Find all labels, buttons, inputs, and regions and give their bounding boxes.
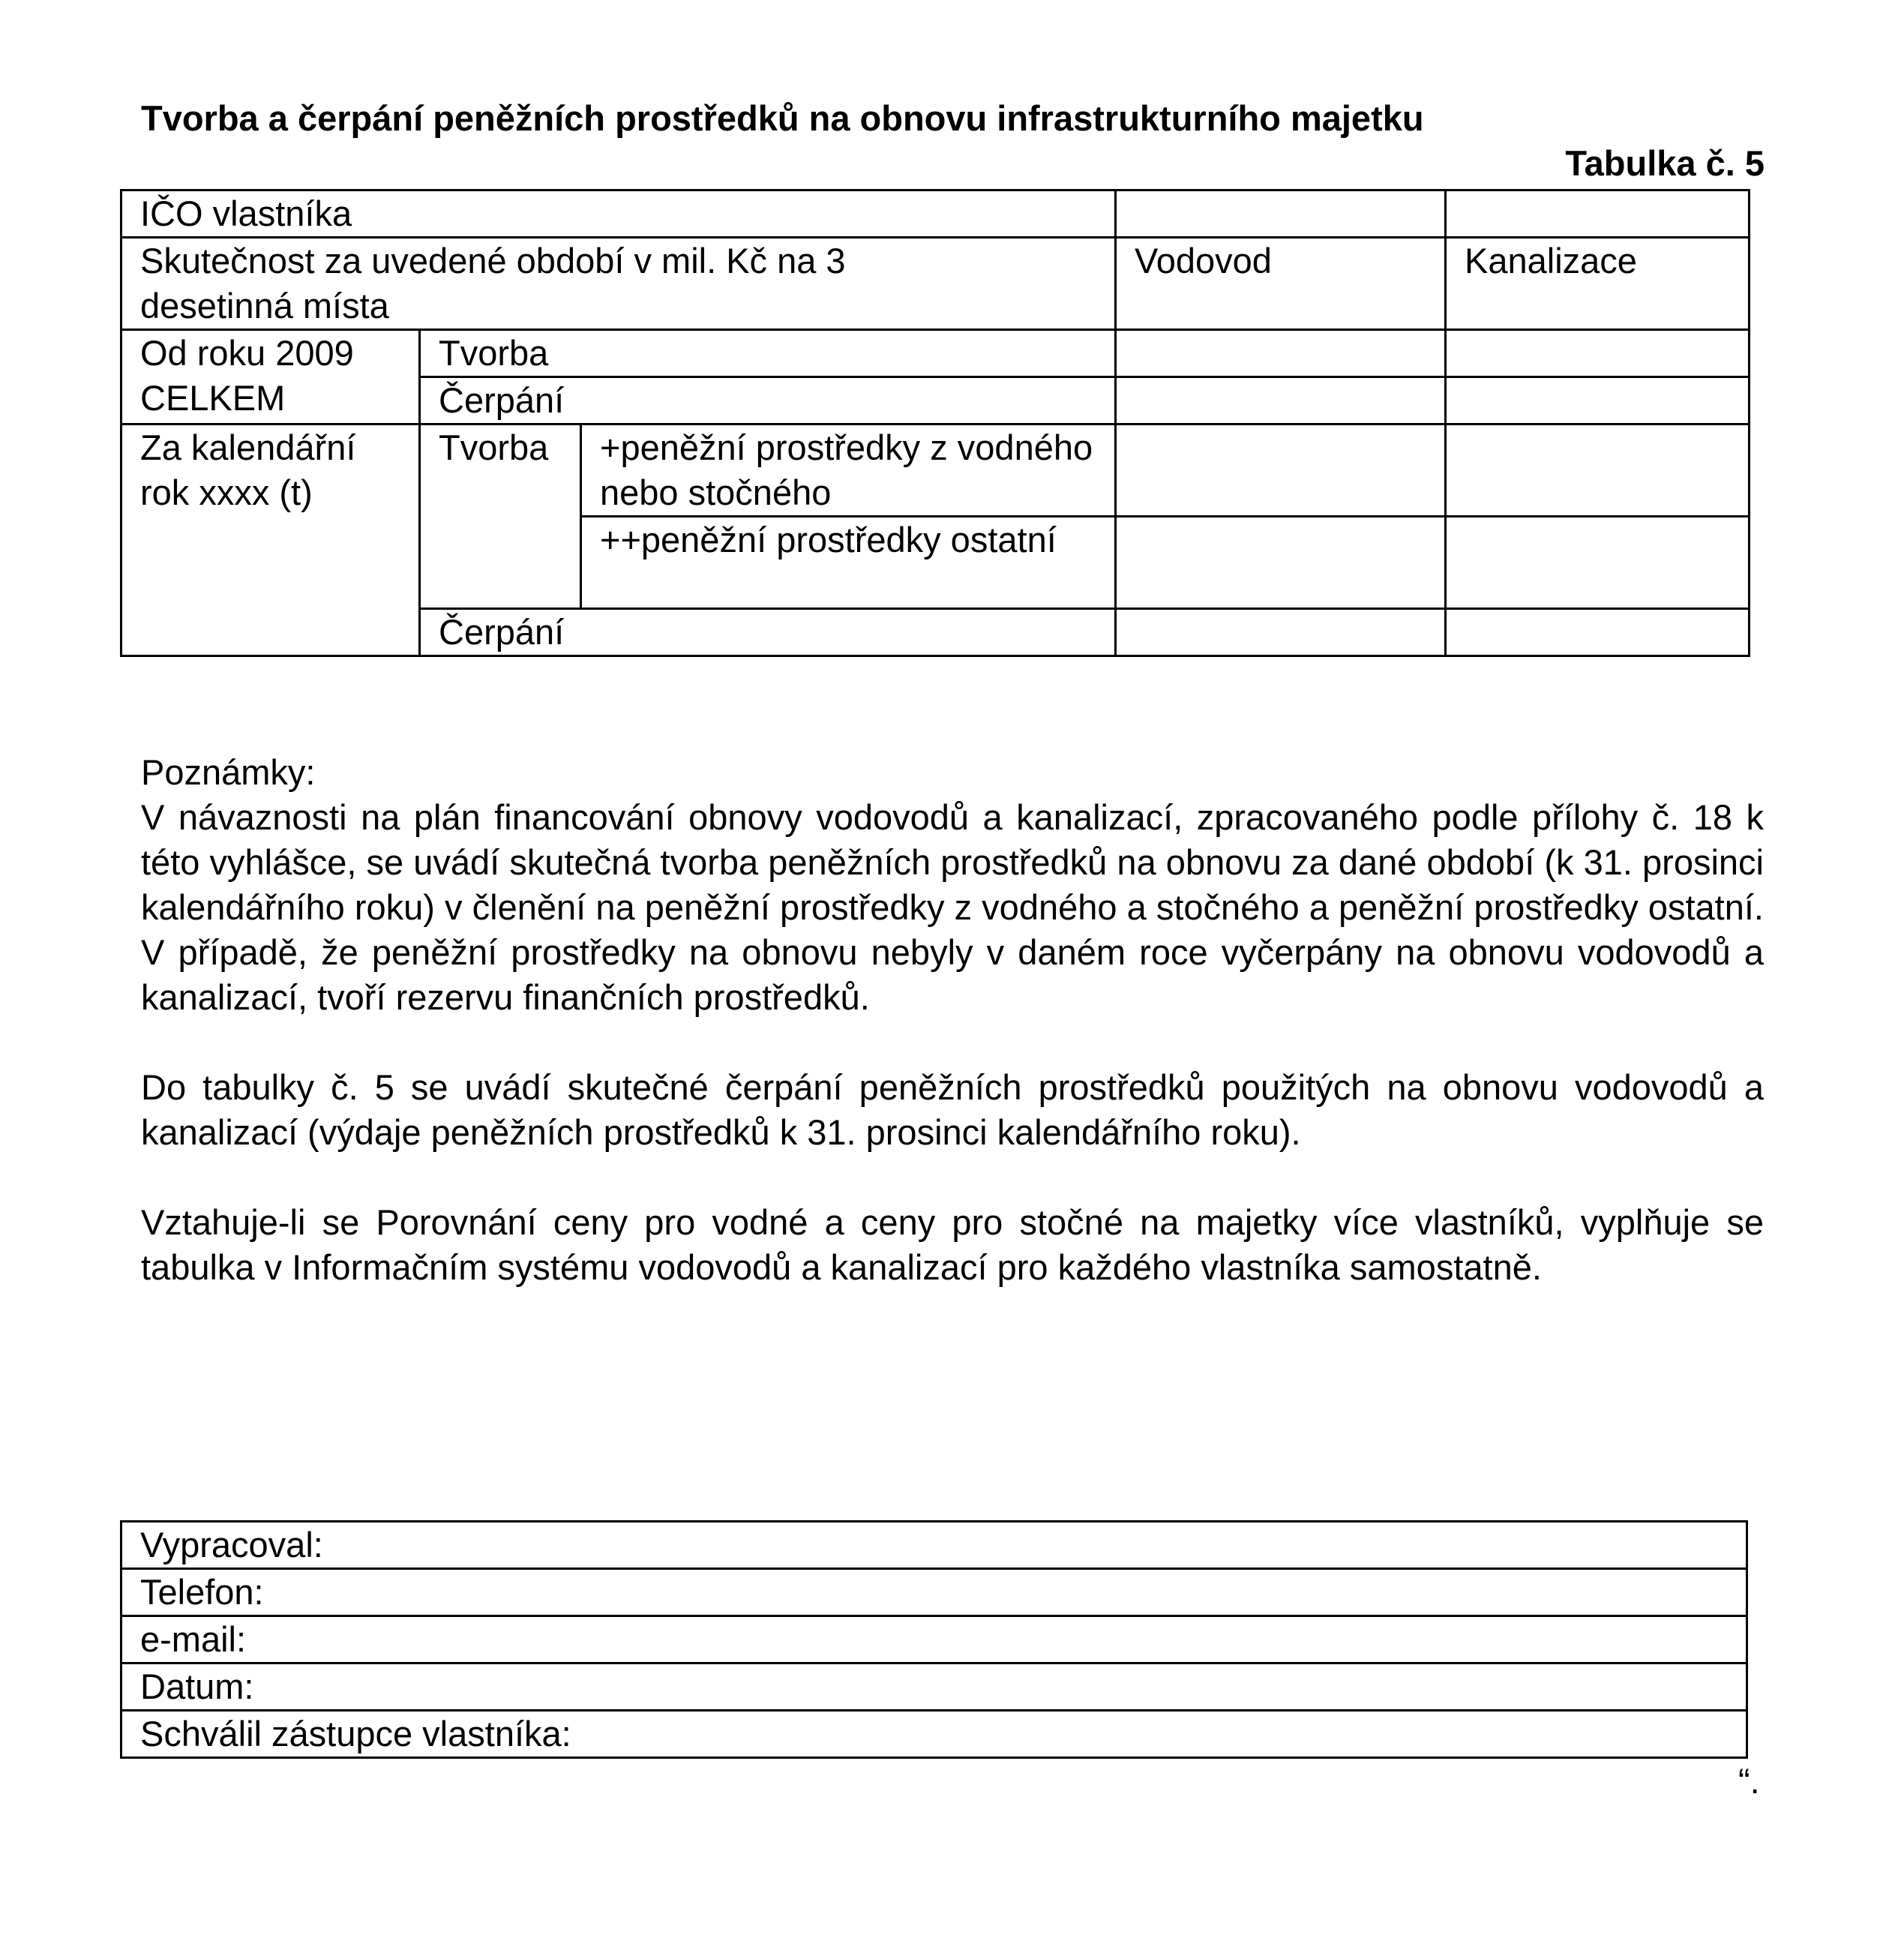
table-row: [121, 1522, 1747, 1569]
since-2009-label: Od roku 2009 CELKEM: [121, 330, 420, 424]
since-drawing-label: Čerpání: [420, 377, 1116, 424]
header-label-cell: Skutečnost za uvedené období v mil. Kč na 3 desetinná místa: [121, 238, 1116, 330]
col-header-sewer: Kanalizace: [1446, 238, 1750, 330]
table-row: [121, 1711, 1747, 1758]
since-creation-sewer-cell[interactable]: [1446, 330, 1750, 377]
signature-table: [120, 1520, 1748, 1759]
notes-paragraph: Do tabulky č. 5 se uvádí skutečné čerpání peněžních prostředků použitých na obnovu vodovodů a kanalizací (výdaje peněžních prostředků k 31. prosinci kalendářního roku).: [141, 1067, 1764, 1152]
col-header-water: Vodovod: [1116, 238, 1446, 330]
year-drawing-label: Čerpání: [420, 609, 1116, 656]
funds-other-sewer-cell[interactable]: [1446, 517, 1750, 609]
closing-quote-mark: “.: [1738, 1761, 1760, 1801]
table-row: [121, 190, 1750, 238]
since-creation-water-cell[interactable]: [1116, 330, 1446, 377]
table-row: [121, 1616, 1747, 1664]
prepared-by-field[interactable]: Vypracoval:: [121, 1522, 1747, 1569]
funds-water-fees-label: +peněžní prostředky z vodného nebo stočného: [581, 424, 1116, 517]
table-row: [121, 330, 1750, 377]
year-drawing-water-cell[interactable]: [1116, 609, 1446, 656]
since-drawing-water-cell[interactable]: [1116, 377, 1446, 424]
year-drawing-sewer-cell[interactable]: [1446, 609, 1750, 656]
funds-water-fees-sewer-cell[interactable]: [1446, 424, 1750, 517]
ico-label-cell: IČO vlastníka: [121, 190, 1116, 238]
funds-other-water-cell[interactable]: [1116, 517, 1446, 609]
phone-field[interactable]: Telefon:: [121, 1569, 1747, 1616]
document-title: Tvorba a čerpání peněžních prostředků na obnovu infrastrukturního majetku: [141, 98, 1424, 138]
notes-paragraph: V návaznosti na plán financování obnovy vodovodů a kanalizací, zpracovaného podle přílohy č. 18 k této vyhlášce, se uvádí skutečná tvorba peněžních prostředků na obnovu za dané období (k 31. prosinci kalendářního roku) v členění na peněžní prostředky z vodného a stočného a peněžní prostředky ostatní. V případě, že peněžní prostředky na obnovu nebyly v daném roce vyčerpány na obnovu vodovodů a kanalizací, tvoří rezervu finančních prostředků.: [141, 797, 1764, 1017]
ico-sewer-cell[interactable]: [1446, 190, 1750, 238]
ico-water-cell[interactable]: [1116, 190, 1446, 238]
table-number: Tabulka č. 5: [1565, 143, 1765, 183]
notes-heading: Poznámky:: [141, 752, 316, 792]
year-label: Za kalendářní rok xxxx (t): [121, 424, 420, 656]
table-row: [121, 238, 1750, 330]
since-creation-label: Tvorba: [420, 330, 1116, 377]
year-creation-label: Tvorba: [420, 424, 581, 609]
notes-section: [141, 750, 1764, 1290]
funds-table: [120, 189, 1750, 657]
funds-water-fees-water-cell[interactable]: [1116, 424, 1446, 517]
since-drawing-sewer-cell[interactable]: [1446, 377, 1750, 424]
funds-other-label: ++peněžní prostředky ostatní: [581, 517, 1116, 609]
approved-by-field[interactable]: Schválil zástupce vlastníka:: [121, 1711, 1747, 1758]
table-row: [121, 1569, 1747, 1616]
table-row: [121, 424, 1750, 517]
notes-paragraph: Vztahuje-li se Porovnání ceny pro vodné a ceny pro stočné na majetky více vlastníků, vyplňuje se tabulka v Informačním systému vodovodů a kanalizací pro každého vlastníka samostatně.: [141, 1202, 1764, 1287]
date-field[interactable]: Datum:: [121, 1664, 1747, 1711]
email-field[interactable]: e-mail:: [121, 1616, 1747, 1664]
table-row: [121, 1664, 1747, 1711]
